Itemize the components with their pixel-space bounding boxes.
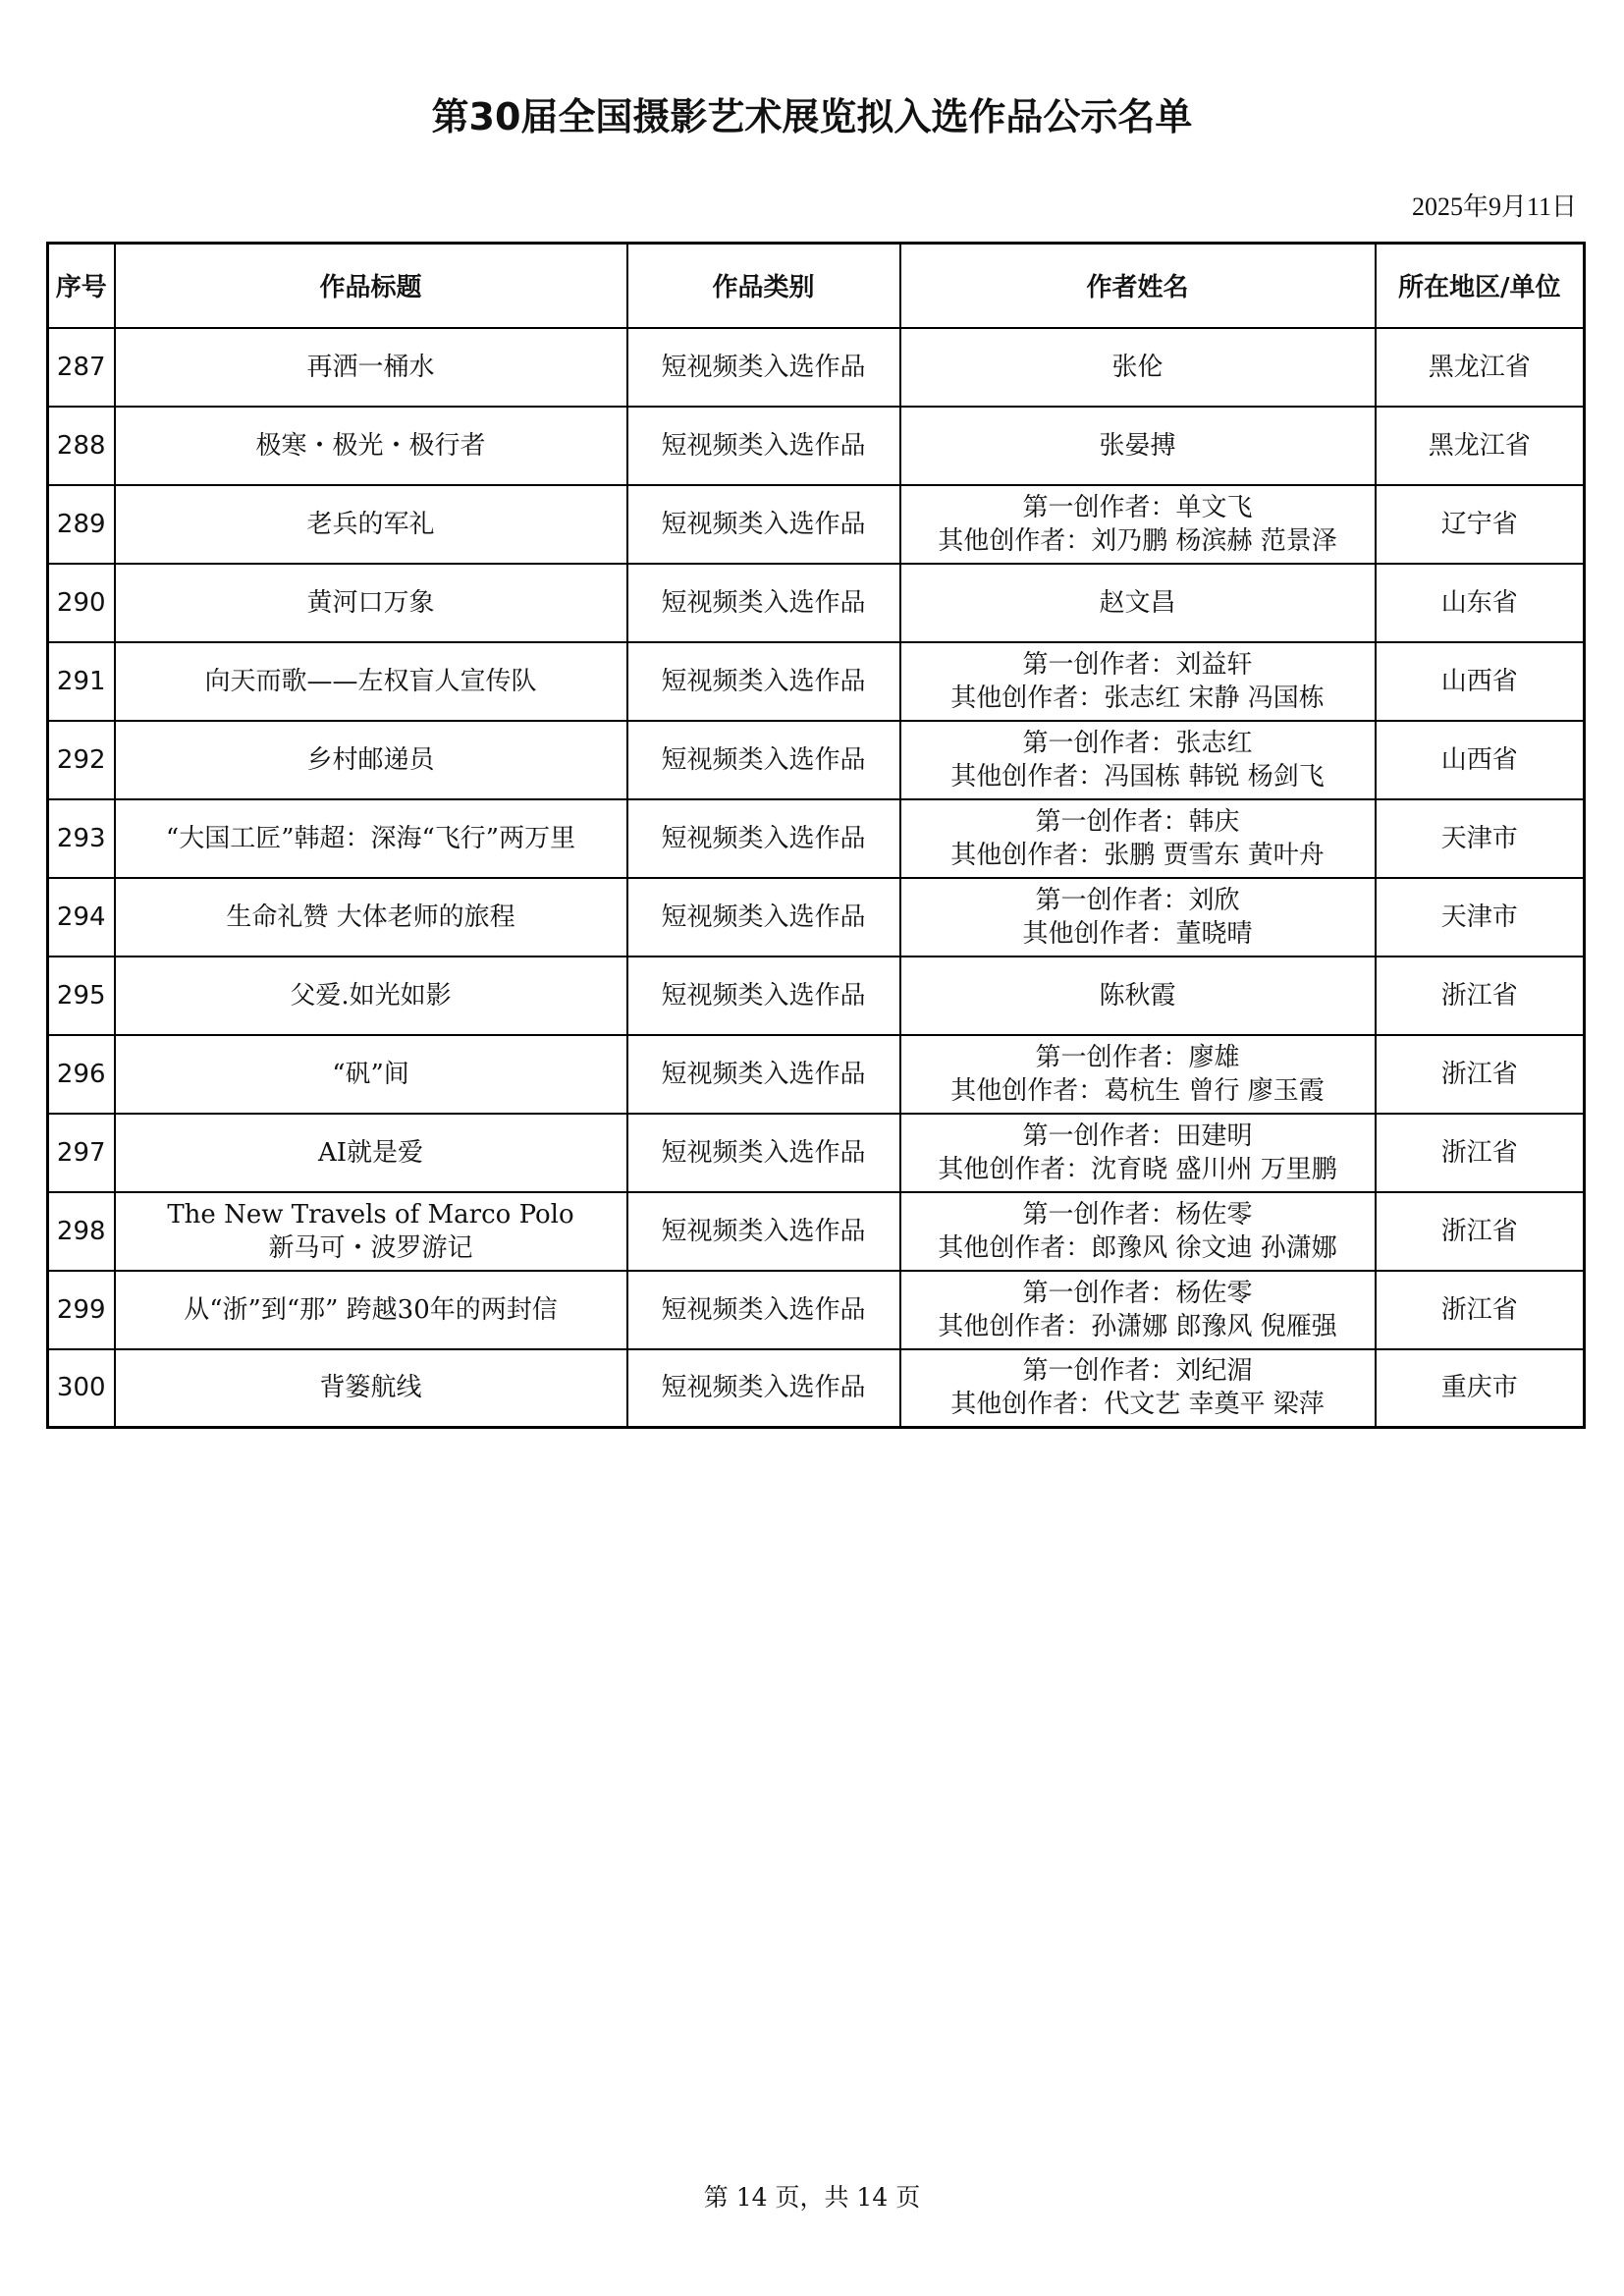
author-line: 张晏搏 <box>1099 430 1176 461</box>
table-row <box>48 485 1585 564</box>
author-names <box>900 721 1376 799</box>
region: 天津市 <box>1376 878 1585 957</box>
table-row <box>48 1114 1585 1192</box>
author-line: 第一创作者：廖雄 <box>1035 1042 1240 1072</box>
author-line: 第一创作者：杨佐零 <box>1022 1199 1253 1230</box>
author-line: 其他创作者：郎豫风 徐文迪 孙潇娜 <box>938 1232 1337 1263</box>
page-title: 第30届全国摄影艺术展览拟入选作品公示名单 <box>431 95 1193 138</box>
table-row <box>48 1271 1585 1349</box>
author-line: 第一创作者：刘纪湄 <box>1022 1356 1253 1387</box>
work-title-line: AI就是爱 <box>317 1137 424 1168</box>
author-line: 张伦 <box>1111 352 1164 382</box>
column-header-number: 序号 <box>48 244 115 328</box>
work-category: 短视频类入选作品 <box>627 1192 900 1271</box>
author-names <box>900 1192 1376 1271</box>
work-title-line: 背篓航线 <box>319 1373 422 1403</box>
work-title <box>115 642 627 721</box>
row-number: 287 <box>48 328 115 407</box>
author-line: 第一创作者：刘欣 <box>1035 885 1240 915</box>
author-names <box>900 642 1376 721</box>
table-row <box>48 1035 1585 1114</box>
author-line: 赵文昌 <box>1099 587 1176 618</box>
region: 天津市 <box>1376 799 1585 878</box>
region: 山西省 <box>1376 721 1585 799</box>
author-line: 第一创作者：单文飞 <box>1022 492 1253 522</box>
author-names <box>900 1271 1376 1349</box>
work-title <box>115 328 627 407</box>
author-line: 其他创作者：孙潇娜 郎豫风 倪雁强 <box>938 1311 1337 1341</box>
region: 黑龙江省 <box>1376 407 1585 485</box>
author-line: 第一创作者：田建明 <box>1022 1121 1253 1151</box>
row-number: 294 <box>48 878 115 957</box>
work-category: 短视频类入选作品 <box>627 721 900 799</box>
work-title <box>115 407 627 485</box>
work-category: 短视频类入选作品 <box>627 957 900 1035</box>
row-number: 298 <box>48 1192 115 1271</box>
column-header-category: 作品类别 <box>627 244 900 328</box>
table-row <box>48 564 1585 642</box>
row-number: 297 <box>48 1114 115 1192</box>
work-title-line: 黄河口万象 <box>306 587 435 618</box>
region: 浙江省 <box>1376 1271 1585 1349</box>
table-row <box>48 721 1585 799</box>
region: 辽宁省 <box>1376 485 1585 564</box>
work-category: 短视频类入选作品 <box>627 485 900 564</box>
region: 黑龙江省 <box>1376 328 1585 407</box>
work-title-line: 再洒一桶水 <box>306 352 435 382</box>
column-header-title: 作品标题 <box>115 244 627 328</box>
row-number: 293 <box>48 799 115 878</box>
work-title <box>115 721 627 799</box>
table-row <box>48 957 1585 1035</box>
author-names <box>900 1114 1376 1192</box>
author-line: 其他创作者：张鹏 贾雪东 黄叶舟 <box>950 840 1325 870</box>
work-title-line: 父爱.如光如影 <box>290 980 452 1011</box>
work-title <box>115 485 627 564</box>
author-names <box>900 407 1376 485</box>
region: 山西省 <box>1376 642 1585 721</box>
work-title-line: 极寒・极光・极行者 <box>255 430 486 461</box>
row-number: 289 <box>48 485 115 564</box>
author-names <box>900 328 1376 407</box>
work-category: 短视频类入选作品 <box>627 642 900 721</box>
publish-date: 2025年9月11日 <box>1411 192 1577 221</box>
work-title <box>115 799 627 878</box>
work-title-line: “矾”间 <box>332 1059 409 1089</box>
row-number: 296 <box>48 1035 115 1114</box>
work-title-line: 生命礼赞 大体老师的旅程 <box>226 902 515 932</box>
table-body <box>48 328 1585 1428</box>
region: 重庆市 <box>1376 1349 1585 1428</box>
work-title-line: The New Travels of Marco Polo <box>167 1199 574 1230</box>
author-line: 其他创作者：沈育晓 盛川州 万里鹏 <box>938 1154 1337 1184</box>
work-category: 短视频类入选作品 <box>627 328 900 407</box>
table-header-row <box>48 244 1585 328</box>
author-line: 其他创作者：葛杭生 曾行 廖玉霞 <box>950 1075 1325 1106</box>
author-names <box>900 878 1376 957</box>
author-names <box>900 564 1376 642</box>
work-title <box>115 564 627 642</box>
author-line: 第一创作者：刘益轩 <box>1022 649 1253 680</box>
table-row <box>48 407 1585 485</box>
work-category: 短视频类入选作品 <box>627 564 900 642</box>
author-names <box>900 799 1376 878</box>
row-number: 299 <box>48 1271 115 1349</box>
author-names <box>900 1035 1376 1114</box>
author-line: 其他创作者：董晓晴 <box>1022 918 1253 949</box>
author-names <box>900 485 1376 564</box>
row-number: 290 <box>48 564 115 642</box>
table-row <box>48 799 1585 878</box>
work-category: 短视频类入选作品 <box>627 1114 900 1192</box>
author-names <box>900 957 1376 1035</box>
table-row <box>48 878 1585 957</box>
column-header-region: 所在地区/单位 <box>1376 244 1585 328</box>
work-category: 短视频类入选作品 <box>627 407 900 485</box>
table-row <box>48 1349 1585 1428</box>
work-title <box>115 1271 627 1349</box>
work-title-line: “大国工匠”韩超：深海“飞行”两万里 <box>165 823 576 853</box>
row-number: 292 <box>48 721 115 799</box>
author-line: 其他创作者：刘乃鹏 杨滨赫 范景泽 <box>938 525 1337 556</box>
work-title-line: 向天而歌——左权盲人宣传队 <box>204 666 537 696</box>
work-title-line: 乡村邮递员 <box>306 744 435 775</box>
work-title-line: 新马可・波罗游记 <box>268 1232 473 1263</box>
author-line: 第一创作者：杨佐零 <box>1022 1278 1253 1308</box>
author-names <box>900 1349 1376 1428</box>
author-line: 其他创作者：冯国栋 韩锐 杨剑飞 <box>950 761 1325 792</box>
region: 浙江省 <box>1376 1192 1585 1271</box>
work-category: 短视频类入选作品 <box>627 1035 900 1114</box>
author-line: 第一创作者：韩庆 <box>1035 806 1240 837</box>
work-title-line: 老兵的军礼 <box>306 509 435 539</box>
author-line: 其他创作者：代文艺 幸奠平 梁萍 <box>950 1390 1325 1420</box>
work-category: 短视频类入选作品 <box>627 1271 900 1349</box>
row-number: 288 <box>48 407 115 485</box>
region: 浙江省 <box>1376 1035 1585 1114</box>
work-title <box>115 1349 627 1428</box>
nominee-table <box>46 242 1586 1429</box>
work-category: 短视频类入选作品 <box>627 799 900 878</box>
row-number: 300 <box>48 1349 115 1428</box>
table-row <box>48 328 1585 407</box>
region: 浙江省 <box>1376 957 1585 1035</box>
row-number: 295 <box>48 957 115 1035</box>
author-line: 陈秋霞 <box>1099 980 1176 1011</box>
work-title <box>115 957 627 1035</box>
work-category: 短视频类入选作品 <box>627 1349 900 1428</box>
work-title <box>115 1035 627 1114</box>
column-header-authors: 作者姓名 <box>900 244 1376 328</box>
table-row <box>48 1192 1585 1271</box>
work-title-line: 从“浙”到“那” 跨越30年的两封信 <box>184 1294 558 1325</box>
region: 浙江省 <box>1376 1114 1585 1192</box>
work-title <box>115 1114 627 1192</box>
work-category: 短视频类入选作品 <box>627 878 900 957</box>
author-line: 其他创作者：张志红 宋静 冯国栋 <box>950 683 1325 713</box>
page-footer: 第 14 页，共 14 页 <box>703 2183 921 2212</box>
region: 山东省 <box>1376 564 1585 642</box>
row-number: 291 <box>48 642 115 721</box>
work-title <box>115 878 627 957</box>
author-line: 第一创作者：张志红 <box>1022 728 1253 758</box>
work-title <box>115 1192 627 1271</box>
table-row <box>48 642 1585 721</box>
